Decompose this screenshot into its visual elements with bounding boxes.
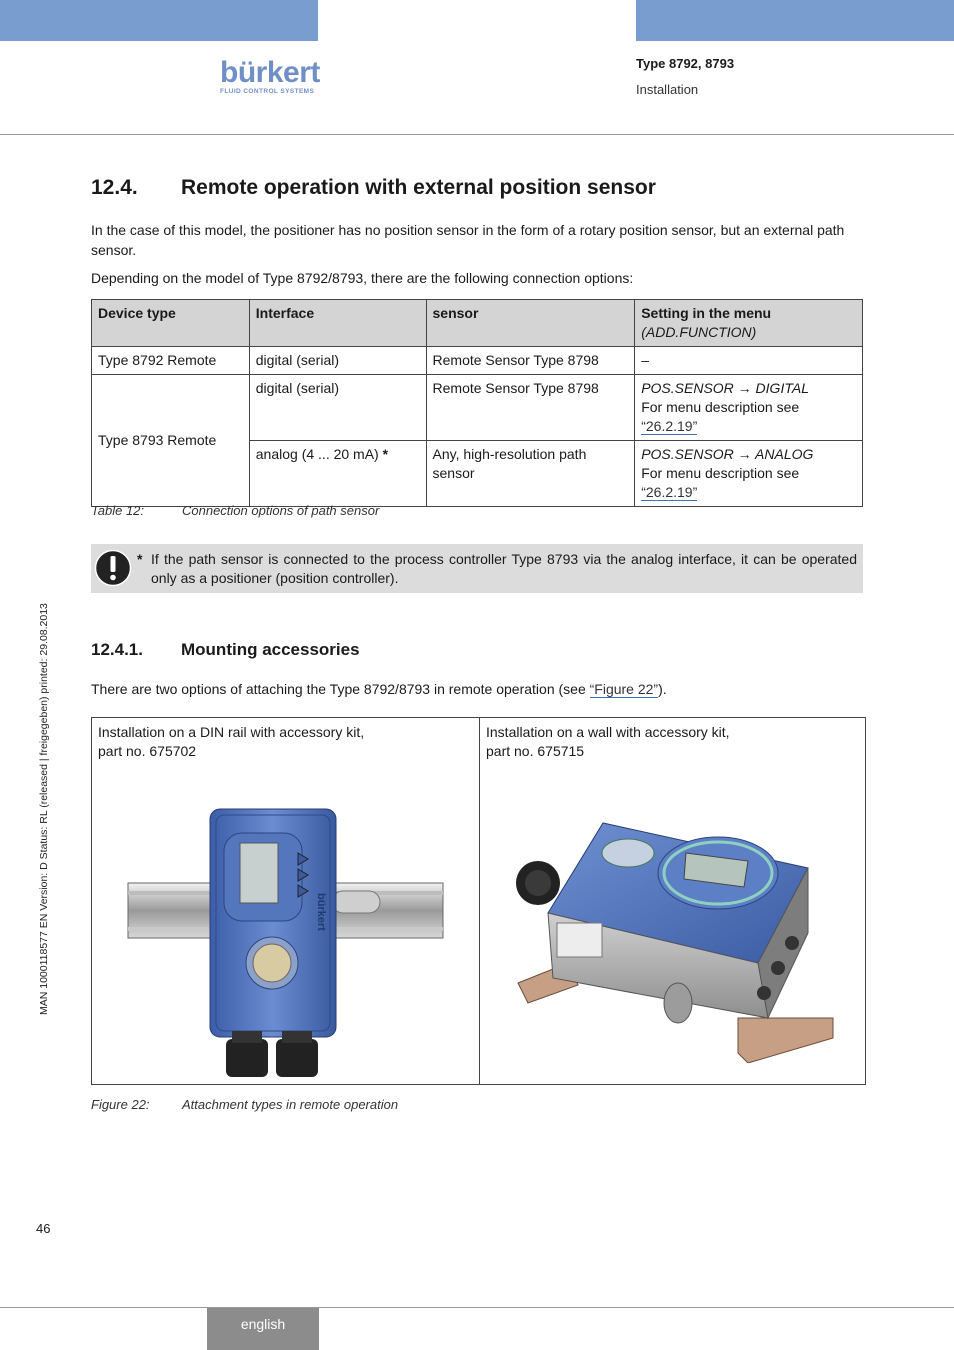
note-content — [137, 550, 857, 588]
page-number: 46 — [36, 1221, 51, 1236]
doc-type: Type 8792, 8793 — [636, 56, 735, 71]
brand-logo — [220, 58, 320, 95]
wall-caption — [486, 723, 730, 761]
figure-caption-label: Figure 22: — [91, 1097, 150, 1112]
header-setting-label: Setting in the menu — [641, 305, 772, 321]
din-rail-caption — [98, 723, 364, 761]
interface-text: analog (4 ... 20 mA) — [255, 446, 379, 462]
language-tab: english — [207, 1308, 319, 1350]
wall-mount-illustration — [508, 813, 848, 1063]
figure-cell-din-rail — [92, 718, 480, 1084]
header-bar-left — [0, 0, 318, 41]
table-row — [92, 375, 863, 441]
header-bar-right — [636, 0, 954, 41]
section-heading — [91, 176, 891, 200]
mounting-intro-end: ). — [658, 681, 667, 697]
wall-caption-line2: part no. 675715 — [486, 743, 585, 759]
cell-sensor: Remote Sensor Type 8798 — [426, 347, 635, 375]
subsection-title: Mounting accessories — [181, 640, 360, 659]
document-metadata-sidebar: MAN 1000118577 EN Version: D Status: RL (released | freigegeben) printed: 29.08.2013 — [38, 603, 50, 1015]
figure-table — [91, 717, 866, 1085]
footer-divider — [0, 1307, 954, 1308]
setting-link[interactable]: “26.2.19” — [641, 484, 698, 500]
figure-link[interactable]: “Figure 22” — [589, 681, 659, 697]
note-marker: * — [137, 551, 143, 567]
header-interface: Interface — [249, 300, 426, 347]
device-brand-label: bürkert — [315, 893, 327, 931]
setting-menu-path: POS.SENSOR → ANALOG — [641, 446, 814, 462]
section-title: Remote operation with external position sensor — [181, 176, 656, 199]
subsection-number: 12.4.1. — [91, 640, 143, 659]
intro-paragraph-1: In the case of this model, the positioner has no position sensor in the form of a rotary position sensor, but an external path sensor. — [91, 222, 845, 258]
brand-tagline: FLUID CONTROL SYSTEMS — [220, 88, 315, 95]
din-rail-mount-illustration — [122, 803, 452, 1083]
cell-interface: digital (serial) — [249, 347, 426, 375]
table-header-row — [92, 300, 863, 347]
header-device-type: Device type — [92, 300, 250, 347]
header-sensor: sensor — [426, 300, 635, 347]
mounting-intro — [91, 679, 861, 699]
cell-interface: digital (serial) — [249, 375, 426, 441]
cell-setting: – — [635, 347, 863, 375]
cell-setting — [635, 375, 863, 441]
cell-setting — [635, 441, 863, 507]
table-caption-label: Table 12: — [91, 503, 145, 518]
note-text: If the path sensor is connected to the process controller Type 8793 via the analog interface, it can be operated only as a positioner (position controller). — [151, 551, 857, 586]
section-number: 12.4. — [91, 176, 138, 199]
table-row — [92, 347, 863, 375]
brand-name: bürkert — [220, 56, 320, 89]
table-caption-text: Connection options of path sensor — [182, 503, 380, 518]
setting-menu-path: POS.SENSOR → DIGITAL — [641, 380, 809, 396]
note-box — [91, 544, 863, 593]
table-caption — [91, 503, 379, 518]
cell-sensor: Any, high-resolution path sensor — [426, 441, 635, 507]
setting-desc: For menu description see — [641, 465, 800, 481]
cell-device: Type 8792 Remote — [92, 347, 250, 375]
din-rail-caption-line2: part no. 675702 — [98, 743, 197, 759]
figure-caption — [91, 1097, 398, 1112]
mounting-intro-text: There are two options of attaching the Type 8792/8793 in remote operation (see — [91, 681, 590, 697]
setting-link[interactable]: “26.2.19” — [641, 418, 698, 434]
interface-footnote-mark: * — [382, 446, 389, 462]
header-setting-sub: (ADD.FUNCTION) — [641, 324, 757, 340]
header-setting — [635, 300, 863, 347]
subsection-heading — [91, 640, 360, 660]
cell-sensor: Remote Sensor Type 8798 — [426, 375, 635, 441]
figure-caption-text: Attachment types in remote operation — [182, 1097, 399, 1112]
cell-interface — [249, 441, 426, 507]
intro-paragraph-2: Depending on the model of Type 8792/8793, there are the following connection options: — [91, 270, 634, 286]
setting-desc: For menu description see — [641, 399, 800, 415]
doc-section: Installation — [636, 82, 699, 97]
header-divider — [0, 134, 954, 135]
din-rail-caption-line1: Installation on a DIN rail with accessory kit, — [98, 724, 365, 740]
cell-device: Type 8793 Remote — [92, 375, 250, 507]
figure-cell-wall — [480, 718, 865, 1084]
wall-caption-line1: Installation on a wall with accessory kit, — [486, 724, 730, 740]
connection-options-table — [91, 299, 863, 507]
warning-exclamation-icon — [94, 549, 132, 587]
